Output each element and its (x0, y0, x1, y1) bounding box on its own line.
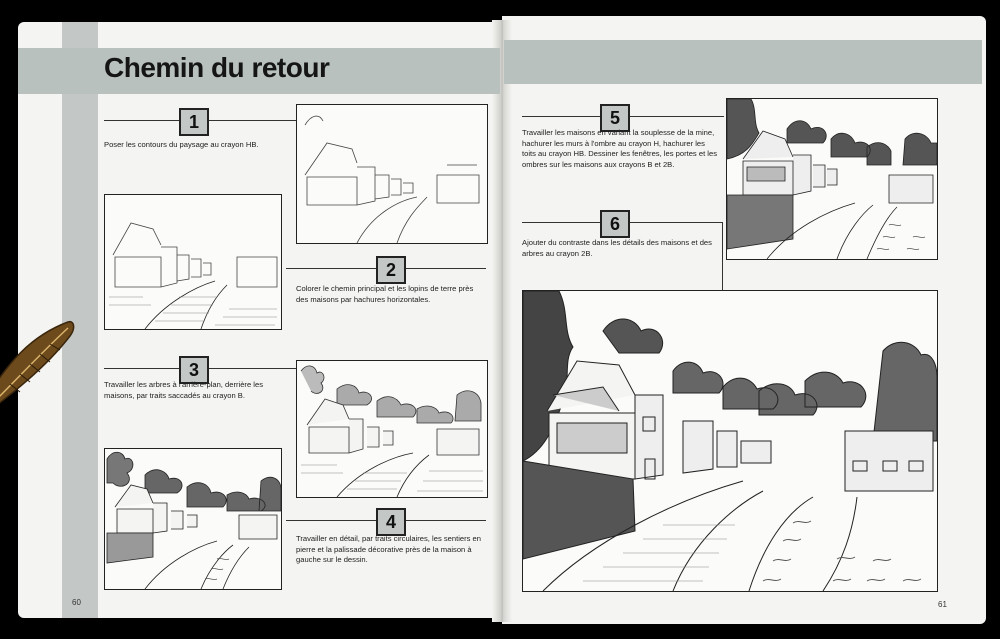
step-5-number: 5 (600, 104, 630, 132)
page-number-right: 61 (938, 600, 947, 609)
step-1-text: Poser les contours du paysage au crayon HB. (104, 140, 259, 149)
step-2-number: 2 (376, 256, 406, 284)
title-band-right (504, 40, 982, 84)
step-4-text: Travailler en détail, par traits circulaires, les sentiers en pierre et la palissade décorative près de la maison à gauche sur le dessin. (296, 534, 481, 564)
book-gutter (492, 20, 512, 622)
sketch-step-5 (726, 98, 938, 260)
step-6-number: 6 (600, 210, 630, 238)
step-3-text: Travailler les arbres à l'arrière-plan, derrière les maisons, par traits saccadés au crayon B. (104, 380, 264, 400)
step-1-number: 1 (179, 108, 209, 136)
sketch-final (522, 290, 938, 592)
step-4-number: 4 (376, 508, 406, 536)
sketch-step-4 (104, 448, 282, 590)
feather-bookmark-icon (0, 314, 80, 414)
page-number-left: 60 (72, 598, 81, 607)
step-2-text: Colorer le chemin principal et les lopins de terre près des maisons par hachures horizontales. (296, 284, 474, 304)
step-6-vrule (722, 222, 723, 292)
step-3-number: 3 (179, 356, 209, 384)
sketch-step-2 (104, 194, 282, 330)
sketch-step-1 (296, 104, 488, 244)
sketch-step-3 (296, 360, 488, 498)
page-title: Chemin du retour (104, 52, 330, 83)
step-5-text: Travailler les maisons en variant la souplesse de la mine, hachurer les murs à l'ombre au crayon H, hachurer les toits au crayon HB. Dessiner les fenêtres, les portes et les ombres sur les maisons aux crayons B et 2B. (522, 128, 717, 169)
step-6-text: Ajouter du contraste dans les détails des maisons et des arbres au crayon 2B. (522, 238, 712, 258)
